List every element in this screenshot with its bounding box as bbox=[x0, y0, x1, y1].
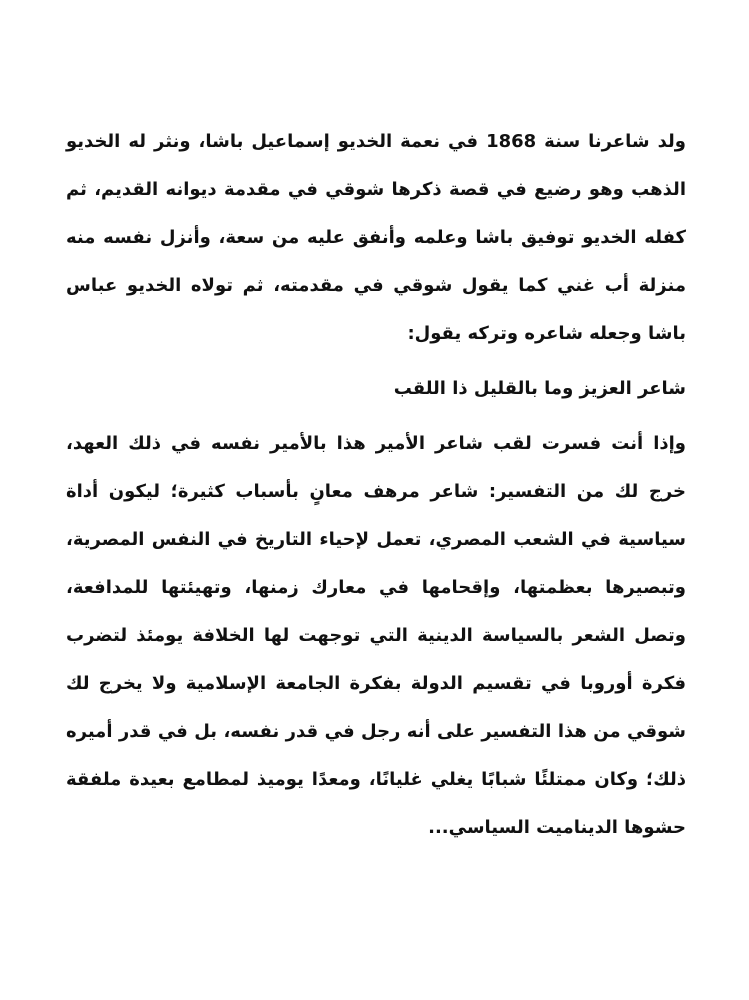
verse-line: شاعر العزيز وما بالقليل ذا اللقب bbox=[393, 378, 686, 399]
document-page bbox=[66, 118, 686, 852]
paragraph-2: وإذا أنت فسرت لقب شاعر الأمير هذا بالأمير نفسه في ذلك العهد، خرج لك من التفسير: شاعر مرهف معانٍ بأسباب كثيرة؛ ليكون أداة سياسية في الشعب المصري، تعمل لإحياء التاريخ في النفس المصرية، وتبصيرها بعظمتها، وإقحامها في معارك زمنها، وتهيئتها للمدافعة، وتصل الشعر بالسياسة الدينية التي توجهت لها الخلافة يومئذ لتضرب فكرة أوروبا في تقسيم الدولة بفكرة الجامعة الإسلامية ولا يخرج لك شوقي من هذا التفسير على أنه رجل في قدر نفسه، بل في قدر أميره ذلك؛ وكان ممتلئًا شبابًا يغلي غليانًا، ومعدًا يوميذ لمطامع بعيدة ملفقة حشوها الديناميت السياسي... bbox=[66, 433, 686, 838]
paragraph-1: ولد شاعرنا سنة 1868 في نعمة الخديو إسماعيل باشا، ونثر له الخديو الذهب وهو رضيع في قصة ذكرها شوقي في مقدمة ديوانه القديم، ثم كفله الخديو توفيق باشا وعلمه وأنفق عليه من سعة، وأنزل نفسه منه منزلة أب غني كما يقول شوقي في مقدمته، ثم تولاه الخديو عباس باشا وجعله شاعره وتركه يقول: bbox=[66, 131, 686, 344]
